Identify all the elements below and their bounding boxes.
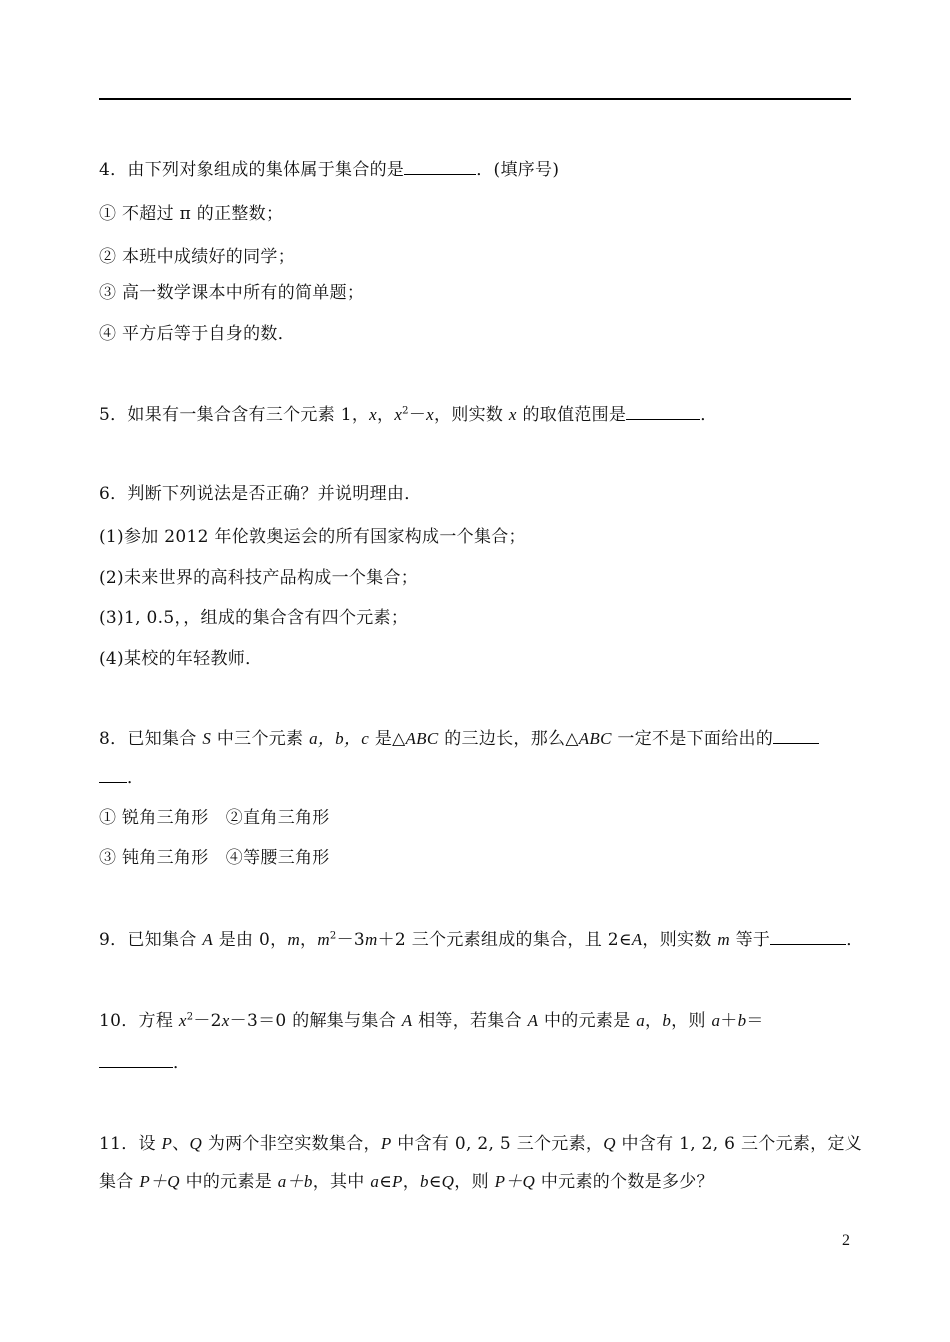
q11-line-2: 集合 P＋Q 中的元素是 a＋b，其中 a∈P，b∈Q，则 P＋Q 中元素的个数是多少？ <box>99 1172 714 1192</box>
answer-blank <box>773 728 819 744</box>
q4-option-2: ② 本班中成绩好的同学； <box>99 247 296 267</box>
page-number: 2 <box>842 1232 850 1249</box>
q8-options-1: ① 锐角三角形 ②直角三角形 <box>99 808 330 828</box>
q9-stem: 9．已知集合 A 是由 0，m，$m^2-3m+2$ 三个元素组成的集合，且 2∈A，则实数 m 等于 ． <box>99 930 864 950</box>
q6-item-3: (3)1, 0.5，，组成的集合含有四个元素； <box>99 608 409 628</box>
answer-blank <box>99 1052 173 1068</box>
q8-stem: 8．已知集合 S 中三个元素 a，b，c 是△ABC 的三边长，那么△ABC 一定不是下面给出的 <box>99 727 819 751</box>
q6-item-4: (4)某校的年轻教师． <box>99 649 263 669</box>
answer-blank <box>99 767 127 783</box>
q4-option-1: ① 不超过 π 的正整数； <box>99 204 284 224</box>
q4-stem: 4．由下列对象组成的集体属于集合的是 ．(填序号) <box>99 160 560 180</box>
answer-blank <box>770 929 846 945</box>
answer-blank <box>626 404 700 420</box>
q4-option-3: ③ 高一数学课本中所有的简单题； <box>99 283 365 303</box>
q8-stem-cont: ． <box>99 766 144 790</box>
q8-options-2: ③ 钝角三角形 ④等腰三角形 <box>99 848 330 868</box>
q6-item-2: (2)未来世界的高科技产品构成一个集合； <box>99 568 419 588</box>
q4-option-4: ④ 平方后等于自身的数． <box>99 324 296 344</box>
answer-blank <box>404 159 476 175</box>
q10-stem-cont: ． <box>99 1051 190 1075</box>
q6-item-1: (1)参加 2012 年伦敦奥运会的所有国家构成一个集合； <box>99 527 526 547</box>
q10-stem: 10．方程 $x^2-2x-3=0$ 的解集与集合 A 相等，若集合 A 中的元素是 a，b，则 a＋b＝ <box>99 1011 764 1031</box>
q6-stem: 6．判断下列说法是否正确？并说明理由． <box>99 484 422 504</box>
q5-stem: 5．如果有一集合含有三个元素 1，x，$x^2-x$，则实数 x 的取值范围是 ． <box>99 405 718 425</box>
q11-line-1: 11．设 P、Q 为两个非空实数集合，P 中含有 0, 2, 5 三个元素，Q 中含有 1, 2, 6 三个元素，定义 <box>99 1134 863 1154</box>
header-rule <box>99 98 851 100</box>
